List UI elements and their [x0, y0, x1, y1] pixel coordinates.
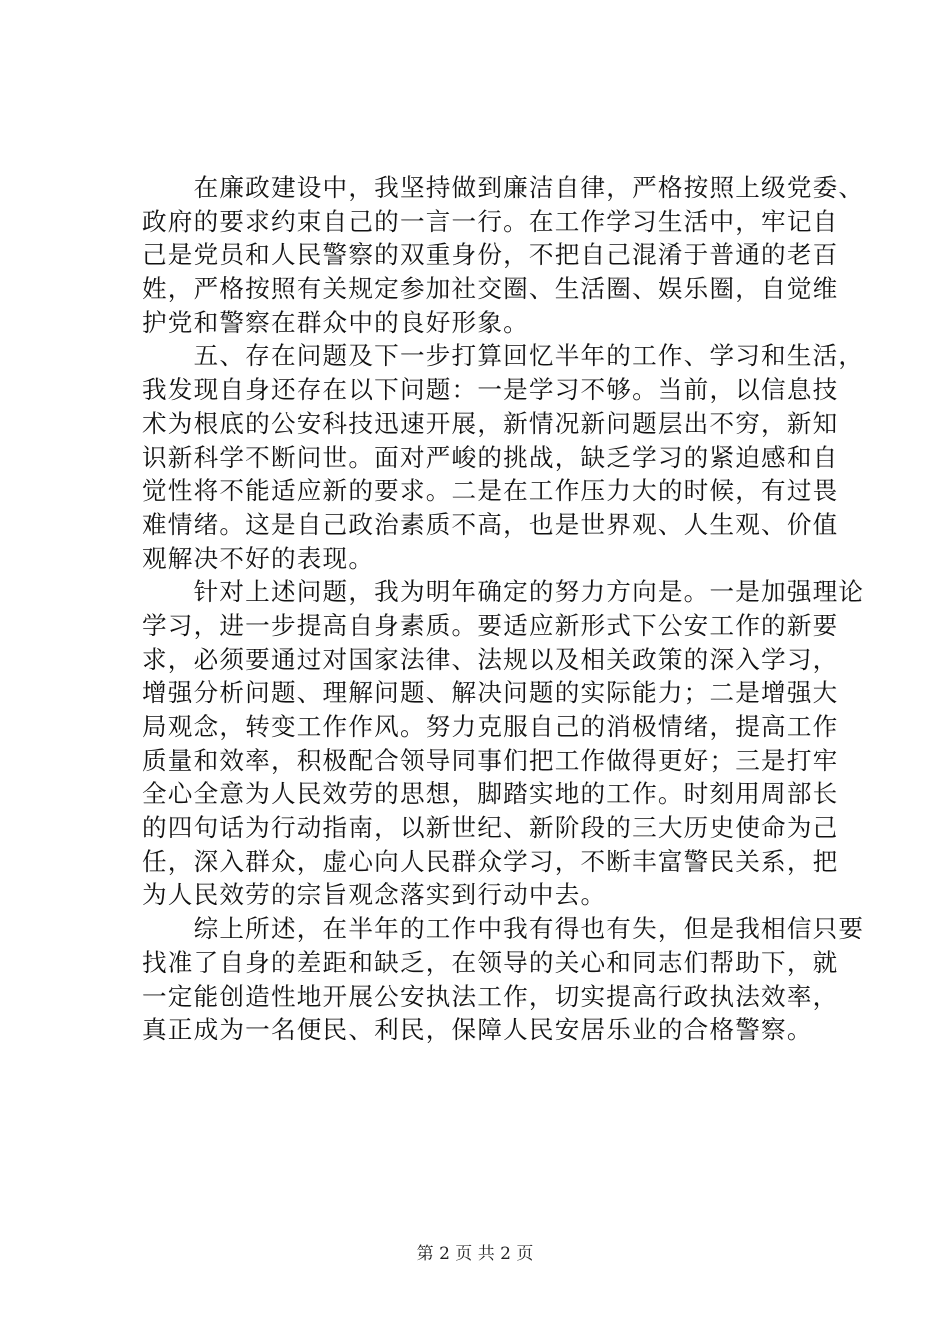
text-line: 姓，严格按照有关规定参加社交圈、生活圈、娱乐圈，自觉维	[142, 274, 839, 304]
text-line: 真正成为一名便民、利民，保障人民安居乐业的合格警察。	[142, 1015, 813, 1045]
text-line: 为人民效劳的宗旨观念落实到行动中去。	[142, 880, 607, 910]
text-line: 学习，进一步提高自身素质。要适应新形式下公安工作的新要	[142, 610, 839, 640]
text-line: 综上所述，在半年的工作中我有得也有失，但是我相信只要	[142, 914, 865, 944]
text-line: 的四句话为行动指南，以新世纪、新阶段的三大历史使命为己	[142, 813, 839, 843]
text-line: 针对上述问题，我为明年确定的努力方向是。一是加强理论	[142, 577, 865, 607]
text-line: 求，必须要通过对国家法律、法规以及相关政策的深入学习，	[142, 644, 839, 674]
text-line: 难情绪。这是自己政治素质不高，也是世界观、人生观、价值	[142, 509, 839, 539]
text-line: 我发现自身还存在以下问题：一是学习不够。当前，以信息技	[142, 375, 839, 405]
document-body	[142, 171, 865, 1047]
text-line: 一定能创造性地开展公安执法工作，切实提高行政执法效率，	[142, 981, 839, 1011]
text-line: 术为根底的公安科技迅速开展，新情况新问题层出不穷，新知	[142, 408, 839, 438]
text-line: 质量和效率，积极配合领导同事们把工作做得更好；三是打牢	[142, 745, 839, 775]
text-line: 五、存在问题及下一步打算回忆半年的工作、学习和生活，	[142, 341, 865, 371]
text-line: 己是党员和人民警察的双重身份，不把自己混淆于普通的老百	[142, 240, 839, 270]
page-number-footer: 第 2 页 共 2 页	[416, 1244, 534, 1264]
text-line: 增强分析问题、理解问题、解决问题的实际能力；二是增强大	[142, 678, 839, 708]
text-line: 局观念，转变工作作风。努力克服自己的消极情绪，提高工作	[142, 712, 839, 741]
text-line: 在廉政建设中，我坚持做到廉洁自律，严格按照上级党委、	[142, 173, 865, 202]
text-line: 全心全意为人民效劳的思想，脚踏实地的工作。时刻用周部长	[142, 779, 839, 809]
text-line: 护党和警察在群众中的良好形象。	[142, 307, 529, 337]
text-line: 政府的要求约束自己的一言一行。在工作学习生活中，牢记自	[142, 206, 839, 236]
text-line: 觉性将不能适应新的要求。二是在工作压力大的时候，有过畏	[142, 476, 839, 506]
text-line: 识新科学不断问世。面对严峻的挑战，缺乏学习的紧迫感和自	[142, 442, 839, 472]
text-line: 找准了自身的差距和缺乏，在领导的关心和同志们帮助下，就	[142, 947, 839, 977]
text-line: 任，深入群众，虚心向人民群众学习，不断丰富警民关系，把	[142, 846, 839, 876]
text-line: 观解决不好的表现。	[142, 543, 375, 573]
